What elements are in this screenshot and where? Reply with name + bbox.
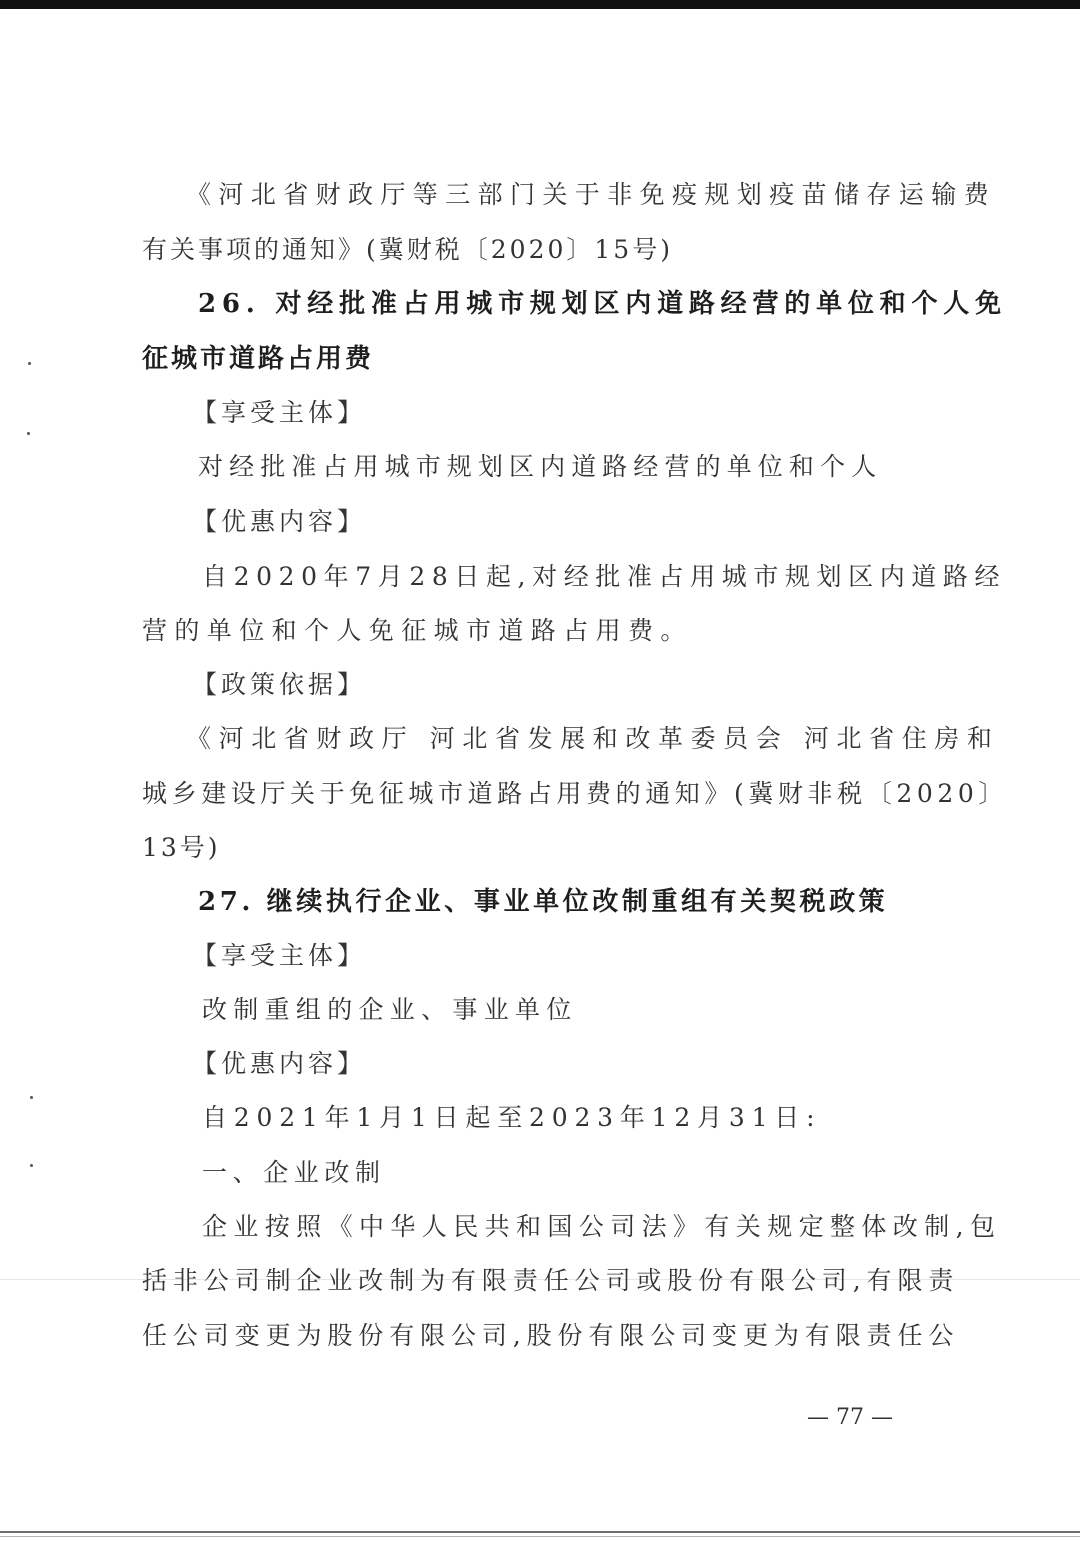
paragraph-line: 改制重组的企业、事业单位 (202, 995, 578, 1024)
label-beneficiary: 【享受主体】 (192, 941, 367, 970)
paragraph-line: 有关事项的通知》(冀财税〔2020〕15号) (142, 235, 673, 264)
scan-bottom-border (0, 1531, 1080, 1533)
paragraph-line: 括非公司制企业改制为有限责任公司或股份有限公司,有限责 (142, 1266, 960, 1295)
paragraph-line: 自2020年7月28日起,对经批准占用城市规划区内道路经 (202, 562, 1007, 591)
paragraph-line: 企业按照《中华人民共和国公司法》有关规定整体改制,包 (202, 1212, 1002, 1241)
scan-speck (30, 1164, 33, 1167)
paragraph-line: 《河北省财政厅等三部门关于非免疫规划疫苗储存运输费 (186, 180, 997, 209)
section-heading-26-cont: 征城市道路占用费 (142, 344, 375, 374)
label-preferential-content: 【优惠内容】 (192, 507, 367, 536)
paragraph-line: 营的单位和个人免征城市道路占用费。 (142, 616, 693, 645)
scan-speck (30, 1096, 33, 1099)
section-heading-27: 27. 继续执行企业、事业单位改制重组有关契税政策 (198, 887, 889, 917)
paragraph-line: 自2021年1月1日起至2023年12月31日: (202, 1103, 822, 1132)
scan-speck (28, 362, 31, 365)
scan-speck (27, 432, 30, 435)
section-heading-26: 26. 对经批准占用城市规划区内道路经营的单位和个人免 (198, 289, 1007, 319)
scan-top-border (0, 0, 1080, 9)
paragraph-line: 对经批准占用城市规划区内道路经营的单位和个人 (198, 452, 883, 481)
label-beneficiary: 【享受主体】 (192, 398, 367, 427)
label-preferential-content: 【优惠内容】 (192, 1049, 367, 1078)
scan-bottom-border-secondary (0, 1536, 1080, 1537)
paragraph-line: 一、企业改制 (202, 1158, 386, 1187)
paragraph-line: 城乡建设厅关于免征城市道路占用费的通知》(冀财非税〔2020〕 (142, 779, 1008, 808)
paragraph-line: 任公司变更为股份有限公司,股份有限公司变更为有限责任公 (142, 1321, 960, 1350)
paragraph-line: 《河北省财政厅 河北省发展和改革委员会 河北省住房和 (186, 724, 1000, 753)
page-number: — 77 — (807, 1405, 893, 1430)
paragraph-line: 13号) (142, 833, 221, 862)
label-policy-basis: 【政策依据】 (192, 670, 367, 699)
